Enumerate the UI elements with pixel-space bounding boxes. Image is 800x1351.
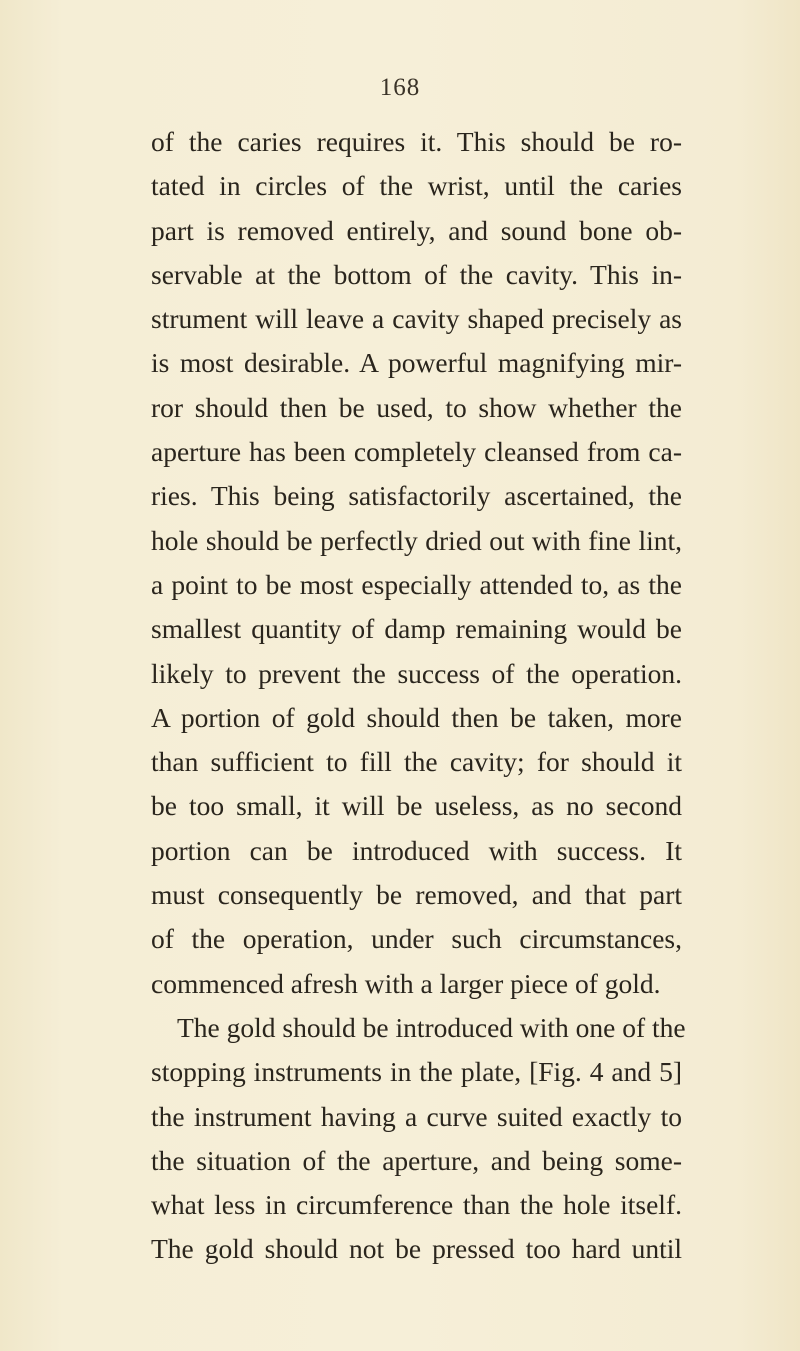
text-line: aperture has been completely cleansed from ca- <box>151 436 682 468</box>
text-line: a point to be most especially attended to, as the <box>151 568 682 600</box>
text-line: part is removed entirely, and sound bone ob- <box>151 214 682 246</box>
text-line: tated in circles of the wrist, until the caries <box>151 170 682 202</box>
page-number: 168 <box>379 74 421 101</box>
text-line: of the operation, under such circumstances, <box>151 923 682 955</box>
text-line: of the caries requires it. This should be ro- <box>151 126 682 157</box>
text-line: ror should then be used, to show whether the <box>151 391 682 423</box>
text-line: smallest quantity of damp remaining would be <box>151 613 682 645</box>
text-line: ries. This being satisfactorily ascertained, the <box>151 480 682 512</box>
text-line: the situation of the aperture, and being some- <box>151 1144 682 1176</box>
text-line: servable at the bottom of the cavity. This in- <box>151 258 682 290</box>
body-text <box>151 120 686 1272</box>
text-line: the instrument having a curve suited exactly to <box>151 1100 682 1132</box>
text-line: must consequently be removed, and that part <box>151 879 682 911</box>
text-line-paragraph-start: The gold should be introduced with one of the <box>177 1011 686 1043</box>
text-line: likely to prevent the success of the operation. <box>151 657 682 689</box>
text-line: portion can be introduced with success. It <box>151 834 682 866</box>
text-line: is most desirable. A powerful magnifying mir- <box>151 347 682 379</box>
text-line: strument will leave a cavity shaped precisely as <box>151 303 682 335</box>
text-line: than sufficient to fill the cavity; for should it <box>151 746 682 778</box>
text-line: hole should be perfectly dried out with fine lint, <box>151 524 682 556</box>
text-line: be too small, it will be useless, as no second <box>151 790 682 822</box>
text-line: stopping instruments in the plate, [Fig. 4 and 5] <box>151 1056 682 1088</box>
text-line: commenced afresh with a larger piece of gold. <box>151 967 661 999</box>
text-line: The gold should not be pressed too hard until <box>151 1233 682 1265</box>
text-line: A portion of gold should then be taken, more <box>151 701 682 733</box>
text-line: what less in circumference than the hole itself. <box>151 1189 682 1221</box>
